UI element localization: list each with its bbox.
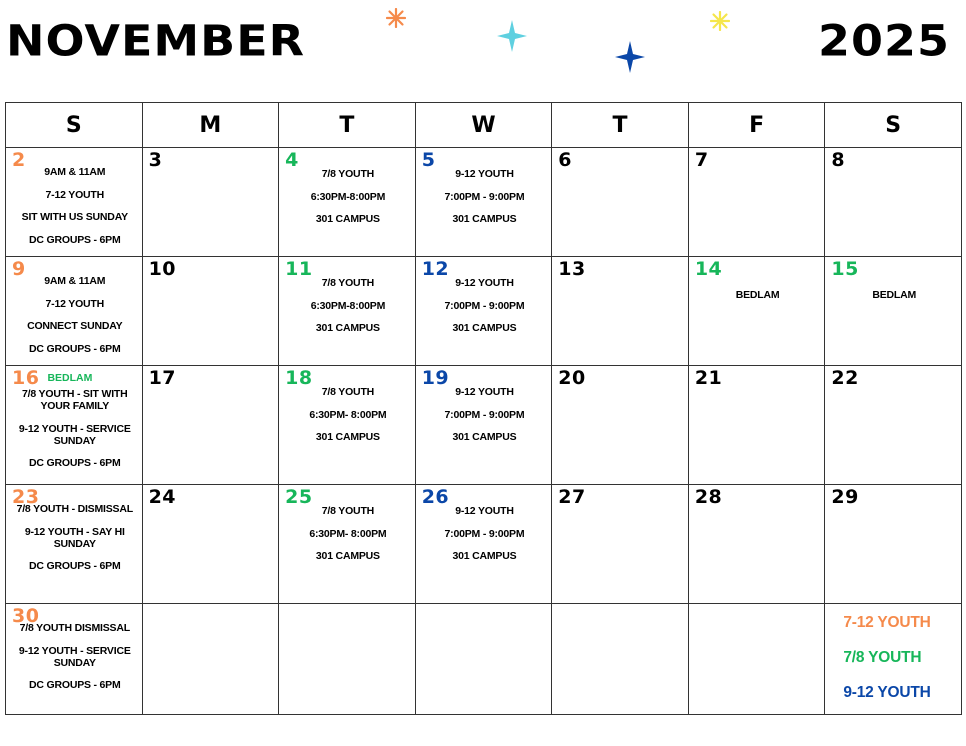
event-line: 6:30PM- 8:00PM	[309, 527, 387, 540]
blue-star-icon	[615, 41, 645, 73]
day-cell	[142, 604, 279, 715]
weekday-header: F	[688, 103, 825, 148]
day-cell	[825, 366, 962, 485]
day-cell	[688, 485, 825, 604]
day-cell	[279, 257, 416, 366]
day-cell	[279, 485, 416, 604]
day-cell	[825, 485, 962, 604]
day-cell	[415, 604, 552, 715]
day-cell	[552, 604, 689, 715]
event-line: 301 CAMPUS	[452, 550, 517, 562]
event-line: 301 CAMPUS	[315, 213, 380, 225]
weekday-header: S	[6, 103, 143, 148]
day-number: 13	[558, 258, 586, 280]
day-cell	[415, 148, 552, 257]
event-line: 301 CAMPUS	[315, 322, 380, 334]
day-cell	[142, 257, 279, 366]
day-cell	[279, 366, 416, 485]
event-line: 7/8 YOUTH	[321, 386, 375, 398]
day-number: 12	[421, 258, 450, 280]
week-row	[6, 148, 962, 257]
day-cell	[552, 257, 689, 366]
day-cell	[6, 485, 143, 604]
day-number: 17	[148, 367, 177, 389]
day-cell	[6, 366, 143, 485]
event-line: 7-12 YOUTH	[45, 297, 105, 310]
day-cell	[688, 604, 825, 715]
event-line: 301 CAMPUS	[452, 431, 517, 443]
event-line: DC GROUPS - 6PM	[29, 560, 121, 572]
calendar-grid	[5, 102, 962, 715]
day-cell	[415, 485, 552, 604]
legend	[843, 614, 930, 715]
event-line: 7/8 YOUTH	[321, 505, 375, 517]
event-line: BEDLAM	[872, 289, 917, 301]
weekday-header: T	[279, 103, 416, 148]
day-cell	[415, 257, 552, 366]
day-cell	[552, 366, 689, 485]
legend-item: 7/8 YOUTH	[843, 649, 922, 666]
day-number: 18	[285, 367, 313, 389]
event-line: 9-12 YOUTH	[455, 277, 514, 289]
event-line: 9-12 YOUTH	[455, 386, 514, 398]
event-tag: BEDLAM	[47, 372, 93, 384]
day-number: 20	[558, 367, 586, 389]
event-line: 9-12 YOUTH - SAY HI SUNDAY	[24, 525, 125, 550]
day-number: 27	[558, 486, 586, 508]
day-number: 29	[831, 486, 859, 508]
day-cell	[688, 366, 825, 485]
day-cell	[6, 604, 143, 715]
day-cell	[825, 604, 962, 715]
day-number: 9	[12, 258, 26, 280]
weekday-header: S	[825, 103, 962, 148]
event-line: 9-12 YOUTH	[455, 505, 514, 517]
day-number: 3	[148, 149, 163, 171]
event-line: 7-12 YOUTH	[45, 188, 105, 201]
day-number: 24	[148, 486, 177, 508]
event-line: 301 CAMPUS	[315, 431, 380, 443]
day-number: 6	[558, 149, 572, 171]
day-cell	[142, 485, 279, 604]
week-row	[6, 257, 962, 366]
day-number: 7	[694, 149, 709, 171]
day-number: 8	[831, 149, 846, 171]
event-line: DC GROUPS - 6PM	[29, 457, 121, 469]
event-line: 9AM & 11AM	[44, 275, 106, 287]
day-cell	[825, 148, 962, 257]
event-line: 301 CAMPUS	[452, 322, 517, 334]
event-line: 301 CAMPUS	[452, 213, 517, 225]
day-cell	[6, 257, 143, 366]
day-cell	[552, 148, 689, 257]
day-cell	[279, 148, 416, 257]
day-number: 22	[831, 367, 859, 389]
week-row	[6, 604, 962, 715]
day-number: 30	[12, 605, 40, 627]
event-line: 7/8 YOUTH	[321, 277, 375, 289]
event-line: 9AM & 11AM	[44, 166, 106, 178]
yellow-sparkle-icon	[710, 11, 730, 31]
day-number: 11	[285, 258, 313, 280]
week-row	[6, 366, 962, 485]
day-cell	[142, 148, 279, 257]
event-line: DC GROUPS - 6PM	[29, 233, 121, 246]
event-line: SIT WITH US SUNDAY	[21, 211, 128, 223]
event-line: DC GROUPS - 6PM	[29, 342, 121, 355]
day-number: 15	[831, 258, 859, 280]
day-cell	[825, 257, 962, 366]
day-cell	[415, 366, 552, 485]
weekday-header-row	[6, 103, 962, 148]
event-line: 7:00PM - 9:00PM	[444, 408, 525, 421]
event-line: 7/8 YOUTH	[321, 168, 375, 180]
event-line: 7:00PM - 9:00PM	[444, 299, 525, 312]
orange-sparkle-icon	[386, 8, 406, 28]
weekday-header: T	[552, 103, 689, 148]
week-row	[6, 485, 962, 604]
event-line: BEDLAM	[735, 289, 780, 301]
event-line: 6:30PM-8:00PM	[310, 190, 386, 203]
event-line: 7/8 YOUTH - DISMISSAL	[16, 503, 133, 515]
event-line: 9-12 YOUTH	[455, 168, 514, 180]
event-line: 6:30PM-8:00PM	[310, 299, 386, 312]
day-number: 5	[421, 149, 436, 171]
event-line: 7:00PM - 9:00PM	[444, 527, 525, 540]
event-line: 7:00PM - 9:00PM	[444, 190, 525, 203]
legend-item: 9-12 YOUTH	[843, 684, 931, 701]
day-cell	[142, 366, 279, 485]
day-cell	[552, 485, 689, 604]
day-number: 25	[285, 486, 313, 508]
event-line: CONNECT SUNDAY	[27, 320, 123, 332]
day-number: 21	[694, 367, 723, 389]
day-number: 26	[421, 486, 450, 508]
legend-item: 7-12 YOUTH	[843, 614, 931, 631]
day-number: 14	[694, 258, 723, 280]
event-line: 7/8 YOUTH - SIT WITH YOUR FAMILY	[22, 388, 128, 412]
day-number: 2	[12, 149, 26, 171]
day-cell	[6, 148, 143, 257]
day-number: 10	[148, 258, 177, 280]
day-number: 16	[12, 367, 40, 389]
event-line: DC GROUPS - 6PM	[29, 679, 121, 691]
event-line: 9-12 YOUTH - SERVICE SUNDAY	[18, 644, 131, 669]
month-title: NOVEMBER	[6, 16, 306, 66]
day-cell	[688, 257, 825, 366]
weekday-header: M	[142, 103, 279, 148]
event-line: 6:30PM- 8:00PM	[309, 408, 387, 421]
day-number: 23	[12, 486, 40, 508]
event-line: 301 CAMPUS	[315, 550, 380, 562]
event-line: 7/8 YOUTH DISMISSAL	[19, 622, 130, 634]
day-cell	[688, 148, 825, 257]
day-number: 19	[421, 367, 450, 389]
day-number: 4	[285, 149, 299, 171]
event-line: 9-12 YOUTH - SERVICE SUNDAY	[18, 422, 131, 447]
teal-star-icon	[497, 20, 527, 52]
day-number: 28	[694, 486, 723, 508]
weekday-header: W	[415, 103, 552, 148]
year-title: 2025	[817, 16, 950, 66]
day-cell	[279, 604, 416, 715]
